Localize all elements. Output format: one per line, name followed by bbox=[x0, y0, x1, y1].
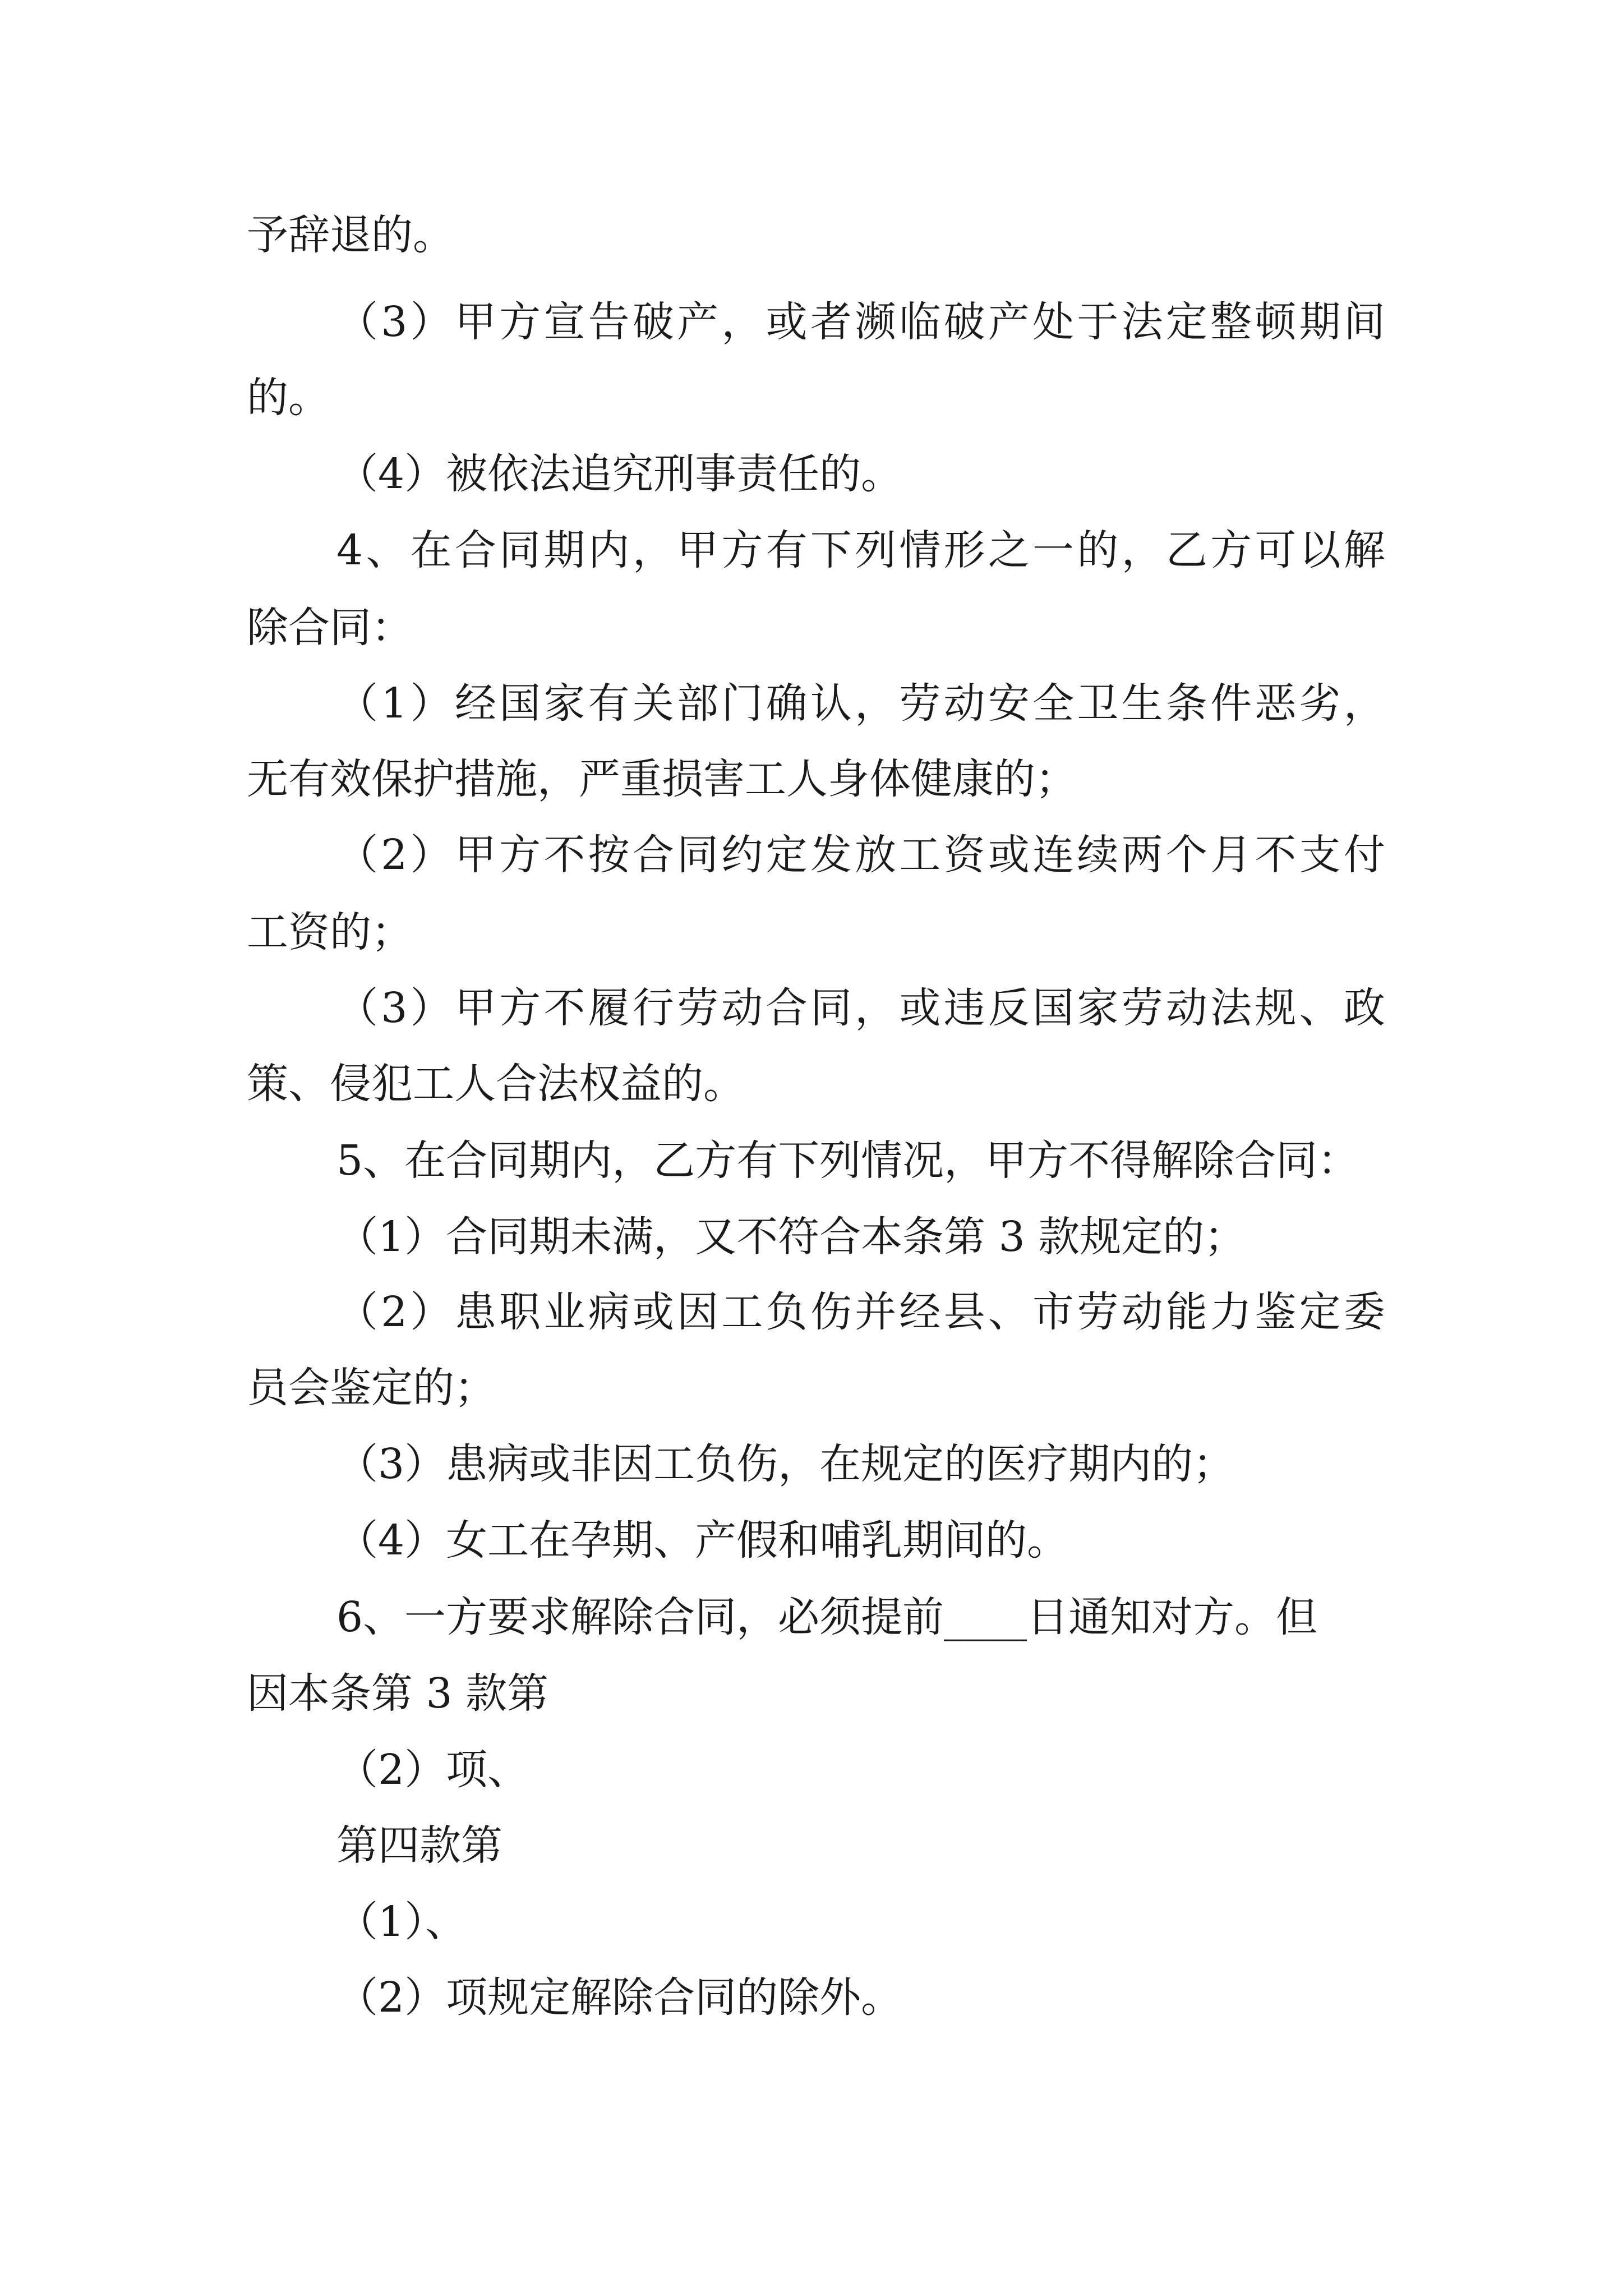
text-line-8: 无有效保护措施，严重损害工人身体健康的； bbox=[247, 755, 1077, 803]
text-line-14: （1）合同期未满，又不符合本条第 3 款规定的； bbox=[336, 1213, 1246, 1261]
text-line-12: 策、侵犯工人合法权益的。 bbox=[247, 1060, 745, 1108]
text-line-13: 5、在合同期内，乙方有下列情况，甲方不得解除合同： bbox=[336, 1137, 1359, 1185]
text-line-20: 因本条第 3 款第 bbox=[247, 1669, 549, 1718]
text-line-10: 工资的； bbox=[247, 908, 413, 956]
text-line-19: 6、一方要求解除合同，必须提前____日通知对方。但 bbox=[336, 1593, 1318, 1641]
text-line-17: （3）患病或非因工负伤，在规定的医疗期内的； bbox=[336, 1440, 1235, 1488]
text-line-21: （2）项、 bbox=[336, 1746, 529, 1794]
text-line-18: （4）女工在孕期、产假和哺乳期间的。 bbox=[336, 1516, 1069, 1565]
text-line-9: （ 2 ） 甲 方 不 按 合 同 约 定 发 放 工 资 或 连 续 两 个 月 不 支 付 bbox=[336, 831, 1385, 879]
text-line-16: 员会鉴定的； bbox=[247, 1364, 496, 1412]
text-line-23: （1）、 bbox=[336, 1898, 467, 1946]
text-line-15: （ 2 ） 患 职 业 病 或 因 工 负 伤 并 经 县 、 市 劳 动 能 力 鉴 定 委 bbox=[336, 1288, 1385, 1336]
text-line-7: （ 1 ） 经 国 家 有 关 部 门 确 认 ， 劳 动 安 全 卫 生 条 件 恶 劣 ， bbox=[336, 679, 1385, 728]
text-line-3: 的。 bbox=[247, 374, 330, 422]
text-line-11: （ 3 ） 甲 方 不 履 行 劳 动 合 同 ， 或 违 反 国 家 劳 动 法 规 、 政 bbox=[336, 984, 1385, 1032]
text-line-24: （2）项规定解除合同的除外。 bbox=[336, 1973, 903, 2022]
text-line-6: 除合同： bbox=[247, 604, 413, 652]
text-line-5: 4 、 在 合 同 期 内 ， 甲 方 有 下 列 情 形 之 一 的 ， 乙 方 可 以 解 bbox=[336, 526, 1385, 574]
text-line-1: 予辞退的。 bbox=[247, 211, 454, 259]
text-line-4: （4）被依法追究刑事责任的。 bbox=[336, 450, 903, 498]
text-line-2: （ 3 ） 甲 方 宣 告 破 产 ， 或 者 濒 临 破 产 处 于 法 定 整 顿 期 间 bbox=[336, 298, 1385, 346]
text-line-22: 第四款第 bbox=[336, 1821, 502, 1870]
